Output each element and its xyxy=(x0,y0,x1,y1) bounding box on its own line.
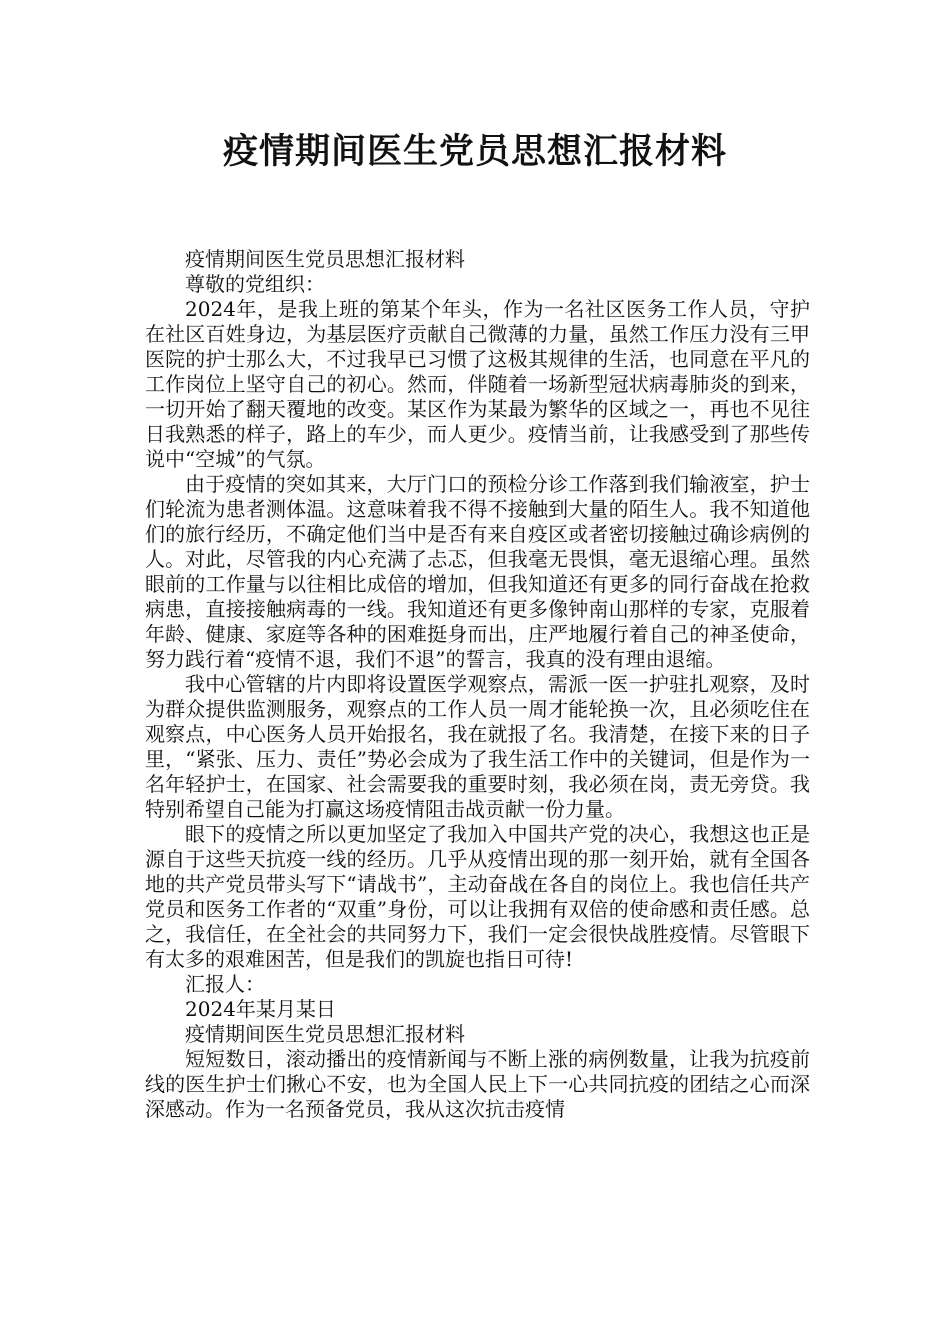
body-paragraph: 由于疫情的突如其来，大厅门口的预检分诊工作落到我们输液室，护士们轮流为患者测体温。这意味着我不得不接触到大量的陌生人。我不知道他们的旅行经历，不确定他们当中是否有来自疫区或者密切接触过确诊病例的人。对此，尽管我的内心充满了忐忑，但我毫无畏惧，毫无退缩心理。虽然眼前的工作量与以往相比成倍的增加，但我知道还有更多的同行奋战在抢救病患，直接接触病毒的一线。我知道还有更多像钟南山那样的专家，克服着年龄、健康、家庭等各种的困难挺身而出，庄严地履行着自己的神圣使命，努力践行着“疫情不退，我们不退”的誓言，我真的没有理由退缩。 xyxy=(145,472,810,671)
salutation: 尊敬的党组织： xyxy=(185,272,325,296)
body-heading: 疫情期间医生党员思想汇报材料 xyxy=(185,247,465,271)
report-date: 2024年某月某日 xyxy=(185,997,336,1021)
body-paragraph: 眼下的疫情之所以更加坚定了我加入中国共产党的决心，我想这也正是源自于这些天抗疫一线的经历。几乎从疫情出现的那一刻开始，就有全国各地的共产党员带头写下“请战书”，主动奋战在各自的岗位上。我也信任共产党员和医务工作者的“双重”身份，可以让我拥有双倍的使命感和责任感。总之，我信任，在全社会的共同努力下，我们一定会很快战胜疫情。尽管眼下有太多的艰难困苦，但是我们的凯旋也指日可待! xyxy=(145,822,810,971)
body-paragraph: 我中心管辖的片内即将设置医学观察点，需派一医一护驻扎观察，及时为群众提供监测服务，观察点的工作人员一周才能轮换一次，且必须吃住在观察点，中心医务人员开始报名，我在就报了名。我清楚，在接下来的日子里，“紧张、压力、责任”势必会成为了我生活工作中的关键词，但是作为一名年轻护士，在国家、社会需要我的重要时刻，我必须在岗，责无旁贷。我特别希望自己能为打赢这场疫情阻击战贡献一份力量。 xyxy=(145,672,810,821)
document-body xyxy=(145,247,810,1122)
document-title: 疫情期间医生党员思想汇报材料 xyxy=(222,132,727,172)
second-heading: 疫情期间医生党员思想汇报材料 xyxy=(185,1022,465,1046)
body-paragraph: 2024年，是我上班的第某个年头，作为一名社区医务工作人员，守护在社区百姓身边，为基层医疗贡献自己微薄的力量，虽然工作压力没有三甲医院的护士那么大，不过我早已习惯了这极其规律的生活，也同意在平凡的工作岗位上坚守自己的初心。然而，伴随着一场新型冠状病毒肺炎的到来，一切开始了翻天覆地的改变。某区作为某最为繁华的区域之一，再也不见往日我熟悉的样子，路上的车少，而人更少。疫情当前，让我感受到了那些传说中“空城”的气氛。 xyxy=(145,297,810,471)
body-paragraph: 短短数日，滚动播出的疫情新闻与不断上涨的病例数量，让我为抗疫前线的医生护士们揪心不安，也为全国人民上下一心共同抗疫的团结之心而深深感动。作为一名预备党员，我从这次抗击疫情 xyxy=(145,1047,810,1121)
reporter-label: 汇报人： xyxy=(185,972,265,996)
